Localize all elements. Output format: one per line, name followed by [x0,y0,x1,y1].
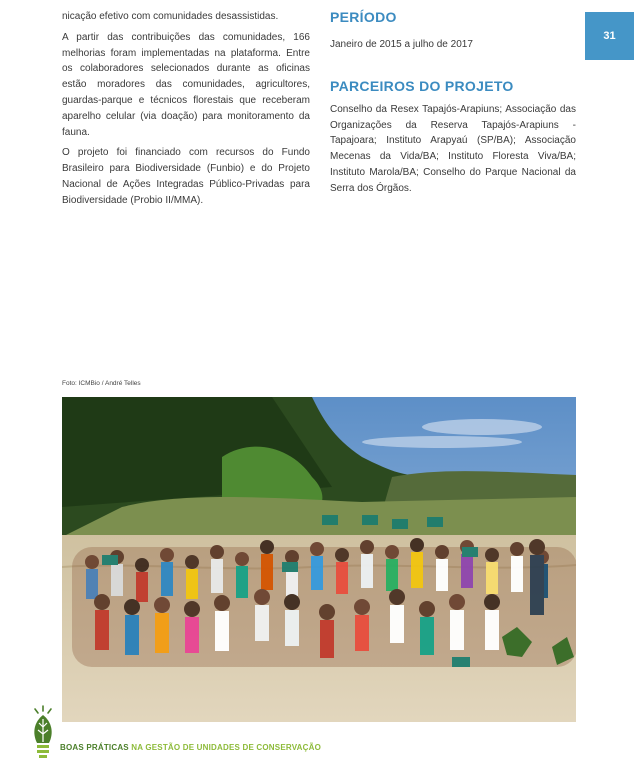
paragraph-continuation: nicação efetivo com comunidades desassistidas. [62,11,279,22]
partners-text: Conselho da Resex Tapajós-Arapiuns; Associação das Organizações da Reserva Tapajós-Arapiuns - Tapajoara; Instituto Arapyaú (SP/BA); Associação Mecenas da Vida/BA; Instituto Floresta Viva/BA; Instituto Marola/BA; Conselho do Parque Nacional da Serra dos Órgãos. [330,103,576,194]
footer-title-light: NA GESTÃO DE UNIDADES DE CONSERVAÇÃO [128,743,321,752]
paragraph-contributions: A partir das contribuições das comunidades, 166 melhorias foram implementadas na plataforma. Entre os colaboradores selecionados durante as oficinas estão moradores das comunidades, agricultores, guardas-parque e técnicos florestais que receberam aparelho celular (via doação) para monitoramento da fauna. [62,31,310,138]
left-column [62,9,310,214]
footer-title-strong: BOAS PRÁTICAS [60,743,129,752]
period-heading: PERÍODO [330,9,397,25]
leaf-bulb-icon [30,705,56,761]
page-number: 31 [603,30,616,42]
footer [30,705,430,761]
period-text: Janeiro de 2015 a julho de 2017 [330,39,473,50]
partners-heading: PARCEIROS DO PROJETO [330,77,514,94]
right-column [330,9,576,197]
footer-title [60,743,321,752]
page-number-tab [585,12,634,60]
group-photo [62,397,576,722]
photo-credit: Foto: ICMBio / André Telles [62,380,141,387]
paragraph-funding: O projeto foi financiado com recursos do Fundo Brasileiro para Biodiversidade (Funbio) e do Projeto Nacional de Ações Integradas Público-Privadas para Biodiversidade (Probio II/MMA). [62,147,310,206]
